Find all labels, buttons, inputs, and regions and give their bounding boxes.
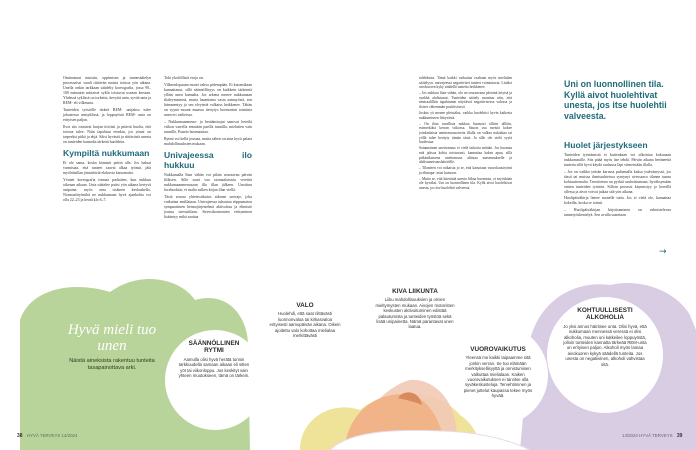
paragraph: – Nukkumaanmeno- ja heräämisajat sanovat hereilä viikon varrella enintään parilla tunnilla, mieluiten vain tunnilla, Paunio huomauttaa.	[164, 119, 252, 134]
infographic-title: Hyvä mieli tuo unen	[67, 322, 157, 354]
arrow-right-icon[interactable]: →	[659, 247, 667, 257]
paragraph: Vilkeonlopauna monii vahvo pidempään. Ei kutomikaan kannattanut, sillä säännöllisyys on kaikkein tärkeintä ylläin unen kannalta. Jos arkena menee nukkumaan iltaleymmessä, mutta lauantaina vasta aamuyöstä, sen hämmentyy ja sen elvytettä valkaiss heikkenee. Tähän on syynä mount muassa tietrytys hormonien toiminta unen eri vaiheissa.	[164, 82, 252, 118]
paragraph: Tunteiden työstämistä ei kuitenkaan voi ulkoistaa kokonaan nukkumasille. Siis pitää myös itse tehdä. Päivän aikana heräneeitä tunteita sillä hyvä käydä rauhassa läpi viimeistään illalla.	[564, 153, 671, 167]
info-item-title: KIVA LIIKUNTA	[392, 288, 438, 295]
info-item-title: KOHTUULLISESTI ALKOHOLIA	[577, 307, 633, 322]
info-item-title: VUOROVAIKUTUS	[470, 346, 526, 353]
section-heading: Kympiltä nukkumaan	[63, 148, 150, 159]
paragraph: Ilvot siis toimivat hurjan tiiviisti ja pitävät huolta, että toistoa tulee. Näin tapahtuu etenkin, jos yöuni on tarpeeksi pitkä ja ehjä. Siksi hyvästä ja riittävästä unesta on tunteiden kannalta tärkeää huolehtia.	[63, 124, 151, 145]
info-item-body: Aamulla olisi hyvä herätä tunnin tarkkuudella samaan aikaan eli sitten yöt tai viikonloppu. Jos keskityt vain yhteen muutokseen, tämä on tärkein.	[178, 356, 250, 379]
footer-right	[622, 433, 685, 439]
paragraph: – On ihan tavallista nukkua huonosti silloin tällöin, esimerkiksi kerran viikossa. Saurin osa meistä kokee joinkinlaista unettomuusoireita illalla on valkea nukahtaa tai yöllä tulee heräyty tämän tästä. Ja sille ole vielä syytä huolestua.	[419, 121, 512, 145]
info-item-body: Jo yksi annos häiritsee unta. Olisi hyvä, että nukkumaan mennessä veressä ei olisi alkoholia, muuten uni katkeilee loppuyöstä, jolloin tunteiden kannalta tärkeää REM-unta on erityisen paljon. Alkoholi myös lamaa aivokuoren kykyä säädellä tunteita. Jos unesta on negatiivinen, alkoholi vahvistaa sitä.	[563, 323, 647, 367]
section-heading: Univajeessa ilo hukkuu	[164, 149, 252, 170]
text-column-3	[419, 76, 512, 192]
paragraph: Yöunet koreografia toimaa parhaiten, kun nukkuu oikeaan aikaan. Unta säätelee paitsi yön aikana kertyvä unipaine, myös oma sisäinen keskuskello. Normaalirytmiltä ne nukkumaan hyvä ajankohta voi olla 22–23 ja herää klo 6–7.	[63, 178, 151, 203]
paragraph: Tunteiden työstölle tärkeä REM- unijakso tulee jokaisessa unisyklissä, ja loppuyöstä REM- unta on erityisen paljon.	[63, 108, 151, 123]
infographic-subtitle: Näistä aineksista rakentuu tunteita tasapainottava arki.	[69, 358, 155, 371]
paragraph: Huolipäiväkirja lienee monelle tuttu. Jos ei vielä ole, kannattaa kokeilla, koska se toimii.	[564, 196, 671, 205]
section-heading: Huolet järjestykseen	[564, 140, 648, 150]
paragraph: Satunnainen unettomuus ei vielä tarkoita mitään. Jos huomaa että jaksoa kohta toistuvasti, kannattaa hakea apua, sillä pitkäaikaisena unettomuus altistaa masennukselle ja ahdistuneisuushäiriöille.	[419, 146, 512, 165]
paragraph: – Tilanteen voi ratkaista jo se, että katsotaan vuorokausirytmi ja elintapa- asiat kuntoon.	[419, 166, 512, 175]
paragraph: Joskus yö menee pleistäksi, vaikka huolehtisi hyvin kaikesta nukkumiseen liittyvästä.	[419, 111, 512, 120]
info-item-exercise	[375, 288, 455, 330]
paragraph: Nukkumalla lhan vähän voi pilata seuraavan päivän fiilksen. Sille saatt vaa stomaalaisista vereittä nukkumaanmenosaan illa illan jälkeen. Unoittuu facebookiin, ei malta sulkea kirjaa illan viellä.	[164, 172, 252, 192]
info-item-title: VALO	[296, 302, 314, 309]
paragraph: Tokt yksilöllisiä eroja on.	[164, 76, 204, 80]
info-item-alcohol	[563, 307, 647, 367]
info-item-light	[269, 302, 341, 338]
page-number-right: 39	[676, 433, 683, 439]
paragraph: Tästä seuraa yhteisvaikutus aikinen univaje, joka vaikuttaa emillaiaan. Univajeessa tuhoutaa riippumaton sympaattinen hermojärjestelmä aktivoituu ja elimistö joutuu stressitilaan. Stressihormonien erittyminen lisääntyy mikä saattaa	[164, 194, 252, 219]
text-column-2	[164, 76, 252, 222]
magazine-name-left: HYVÄ TERVEYS 14/2024	[26, 433, 78, 438]
magazine-name-right: 14/2024 HYVÄ TERVEYS	[622, 433, 673, 438]
paragraph: – Jos on vaikka yrittän karussa puhumalla kaksa ystävänryssä, jos tässä tai muissa ihmissuhteissa syntynyt stressaava tilanne tunnu kohtuuttomalta. Tavoitteena on pyrkiä rauhoittumaan, hyväksymään omien tunteiden työstön. Silloin prosessi käynnistyy jo hereillä ollessa ja aivot voivat jatkaa sitä yön aikana.	[564, 169, 671, 194]
info-item-title: SÄÄNNÖLLINEN RYTMI	[188, 340, 240, 355]
paragraph: Ominaisuut muistin, oppimisen ja tunnesäätelyn prosesseissi vaadi riittävän monta toistoa yön aikana. Unella onkin tarkkaan säädelty koreografia, jossa 90–100 minuutin mittaiset syklit toistuvat useaan kertaan. Yhdessä syklissä on torkettu, kevyttä unta, syvää unta ja REM- eli vilkeunta.	[63, 76, 151, 106]
page-number-left: 38	[17, 433, 23, 439]
paragraph: Et ole sama, koska kömmit petiin alle. Jos haluat varmistaa, että tunteet saavat alkaa työnsä, jätä myöhäisillan jännittäviä elokuvia katsomatta.	[63, 161, 151, 176]
infographic-intro	[52, 322, 172, 372]
info-item-rhythm	[178, 340, 250, 378]
info-item-body: Huolehdi, että saat riittävästi luonnonvaloa tai kirkasvaloa erityisesti aamupäivän aikana. Oikein ajoitettu valo kohottaa mielialaa merkittävästi	[269, 311, 341, 339]
paragraph: Rytmi voi kellä joustaa, mutta sähen on aina hyvä palata mahdollisuuksien mukaan.	[164, 136, 252, 146]
footer-left	[14, 433, 77, 439]
paragraph: – Huolipäiväkirjan kirjoittaminen on valmistelevaa tunnetyöskentelyä. Sen avulla saatetaan	[564, 207, 671, 217]
paragraph: tulehdusta. Tämä kaikki vaikuttaa osaltaan myös mielialan säätelyyn. univajeessa negatiiviset tunteet voimistuvat. Lisäksi aivokuoren kyky säädellä tunteita heikkenee.	[419, 76, 512, 90]
info-item-body: Yleensä me kaikki taipaamme sitä jonkin verran. Se tuo elämään merkityksellisyyttä ja onnistumisen valkuttaa mielialaan. Kaiken vuorovaikutuksen ei tarvitse olla syväkeskusteluja. Tervehtiminen ja pienet juttelut kaupassa tekee myös hyvää.	[463, 355, 533, 399]
info-item-body: Liiku mahdollisuuksien ja omien mieltymysten mukaan. Aivojen motoristen keskusten aktivoituminen edistää palautumista ja tunteiden työstöä sekä lisää unipainetta. Nämä parantavat unen laatua.	[375, 297, 455, 330]
pull-quote: Uni on luonnollinen tila. Kyllä aivot huolehtivat unesta, jos itse huolehtii valveesta.	[564, 79, 667, 121]
info-item-interaction	[462, 346, 534, 399]
text-column-4	[564, 137, 671, 219]
paragraph: – Muita se, että kitenttää unesta liikaa huomiota, ei myöskään ole hyväksi. Uni on luonnollinen tila. Kyllä aivot huolehtivat unesta, jos itse huolehtii valveesta.	[419, 176, 512, 191]
text-column-1	[63, 76, 151, 205]
paragraph: – Jos nukkuu liian vähän, olo on seuraavana päivänä ärtyisä ja synkkä ahdistunut. Tunteiden säätely muuttuu niin, että neutraalilltin tapahtumat näyttävät negatiivisessa valossa ja iloiset vähemmän positiivisesti.	[419, 91, 512, 110]
